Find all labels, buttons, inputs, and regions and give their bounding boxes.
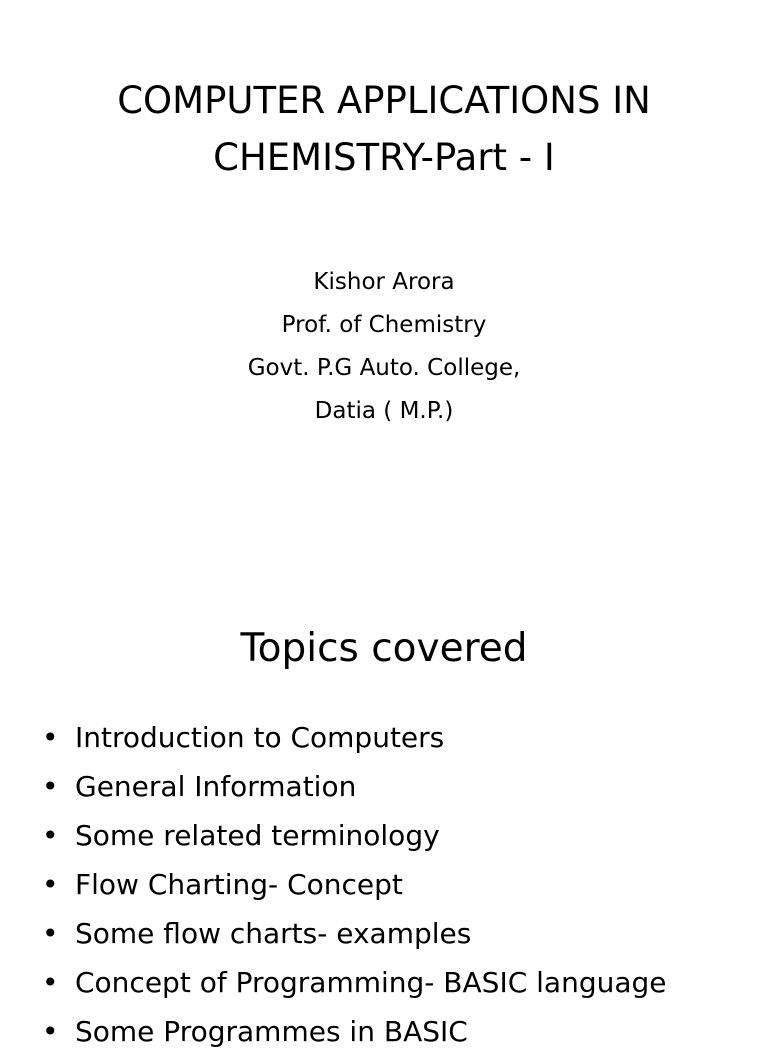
bullet-icon: • <box>42 721 59 754</box>
list-item-text: Some Programmes in BASIC <box>75 1015 468 1048</box>
list-item <box>42 713 762 762</box>
bullet-icon: • <box>42 1015 59 1048</box>
author-location: Datia ( M.P.) <box>314 398 454 424</box>
topics-list <box>42 713 762 1056</box>
list-item <box>42 811 762 860</box>
list-item-text: Flow Charting- Concept <box>75 868 403 901</box>
bullet-icon: • <box>42 917 59 950</box>
title-line-2: CHEMISTRY-Part - I <box>213 136 555 179</box>
author-name: Kishor Arora <box>313 269 455 295</box>
author-block <box>0 261 768 433</box>
list-item-text: General Information <box>75 770 357 803</box>
list-item <box>42 762 762 811</box>
title-line-1: COMPUTER APPLICATIONS IN <box>117 79 651 122</box>
author-position: Prof. of Chemistry <box>281 312 487 338</box>
list-item-text: Some related terminology <box>75 819 440 852</box>
bullet-icon: • <box>42 819 59 852</box>
author-institution: Govt. P.G Auto. College, <box>247 355 521 381</box>
list-item-text: Some flow charts- examples <box>75 917 472 950</box>
list-item <box>42 909 762 958</box>
list-item-text: Introduction to Computers <box>75 721 445 754</box>
bullet-icon: • <box>42 868 59 901</box>
bullet-icon: • <box>42 770 59 803</box>
topics-heading: Topics covered <box>240 626 528 671</box>
list-item <box>42 860 762 909</box>
bullet-icon: • <box>42 966 59 999</box>
list-item <box>42 1007 762 1056</box>
list-item <box>42 958 762 1007</box>
presentation-title <box>60 72 708 186</box>
list-item-text: Concept of Programming- BASIC language <box>75 966 667 999</box>
